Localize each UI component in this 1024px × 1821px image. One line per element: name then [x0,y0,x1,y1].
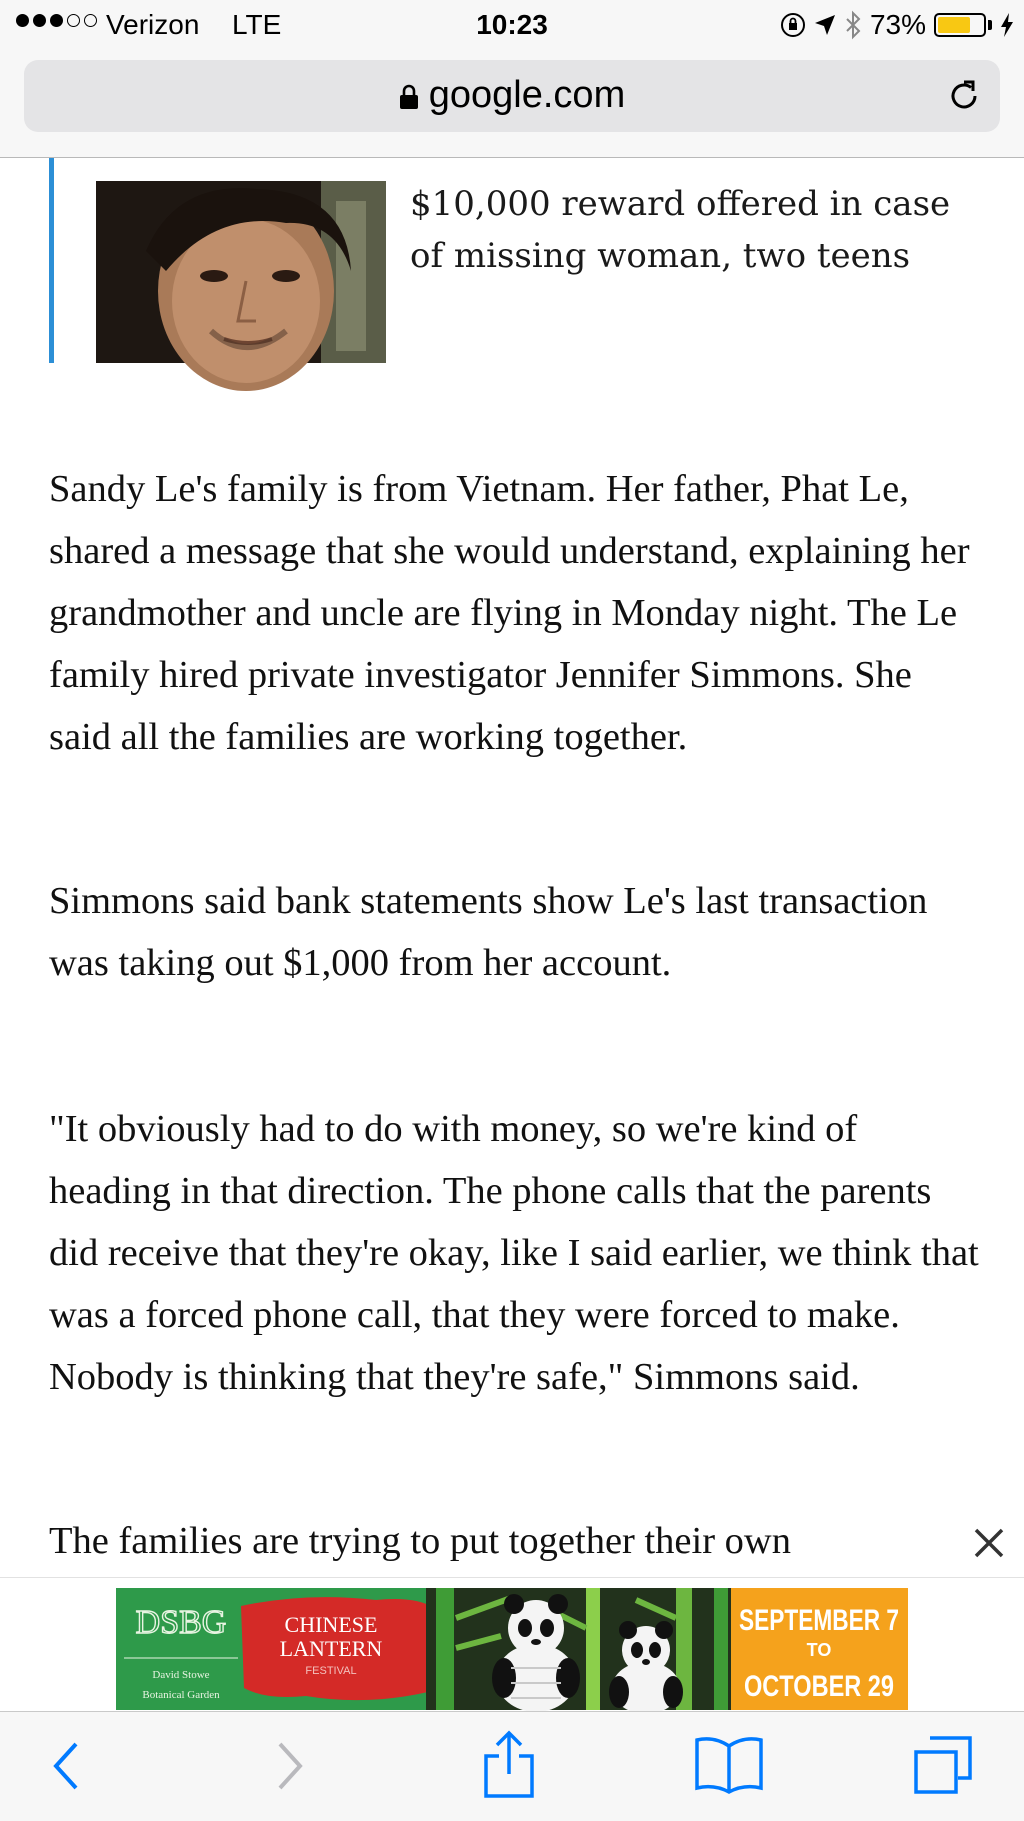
ad-date-line: TO [806,1640,832,1660]
ad-banner[interactable] [116,1588,908,1710]
share-icon[interactable] [482,1730,536,1800]
article-paragraph: "It obviously had to do with money, so we're kind of heading in that direction. The phone calls that the parents did receive that they're okay, like I said earlier, we think that was a forced phone call, that they were forced to make. Nobody is thinking that they're safe," Simmons said. [49,1108,979,1398]
article-paragraph: The families are trying to put together their own [49,1520,791,1562]
tabs-icon[interactable] [910,1732,976,1798]
teaser-headline[interactable]: $10,000 reward offered in case of missing woman, two teens [410,184,951,276]
ad-event-line: CHINESE [284,1612,378,1637]
forward-icon[interactable] [270,1738,310,1794]
ad-sponsor-line: Botanical Garden [142,1689,220,1701]
teaser-photo[interactable] [96,181,386,363]
url-display[interactable] [24,74,1000,117]
ad-event-line: FESTIVAL [305,1665,357,1677]
status-time: 10:23 [476,9,548,40]
location-arrow-icon [814,14,836,36]
ad-date-line: SEPTEMBER 7 [739,1604,899,1637]
ad-event-line: LANTERN [279,1636,383,1661]
network-type: LTE [232,9,282,40]
status-indicators [780,9,1014,41]
address-bar-area [0,50,1024,158]
battery-icon [934,13,986,37]
ad-close-button[interactable] [954,1508,1024,1578]
browser-toolbar [0,1711,1024,1821]
ad-container [0,1577,1024,1712]
article-paragraph: Simmons said bank statements show Le's last transaction was taking out $1,000 from her account. [49,880,928,984]
charging-bolt-icon [1000,13,1014,37]
ad-sponsor-line: David Stowe [152,1669,210,1681]
ad-logo-text: DSBG [135,1604,227,1641]
url-domain: google.com [428,74,626,116]
orientation-lock-icon [780,12,806,38]
ad-date-line: OCTOBER 29 [744,1670,894,1703]
status-bar [0,0,1024,50]
battery-percent: 73% [869,9,926,40]
article-paragraph: Sandy Le's family is from Vietnam. Her father, Phat Le, shared a message that she would understand, explaining her grandmother and uncle are flying in Monday night. The Le family hired private investigator Jennifer Simmons. She said all the families are working together. [49,468,970,758]
address-bar[interactable] [24,60,1000,132]
reload-icon[interactable] [946,78,982,114]
back-icon[interactable] [46,1738,86,1794]
close-icon [972,1526,1006,1560]
carrier-name: Verizon [106,9,200,40]
bluetooth-icon [844,11,862,39]
lock-icon [399,84,419,110]
related-article-teaser[interactable] [49,158,994,363]
bookmarks-icon[interactable] [694,1734,764,1796]
